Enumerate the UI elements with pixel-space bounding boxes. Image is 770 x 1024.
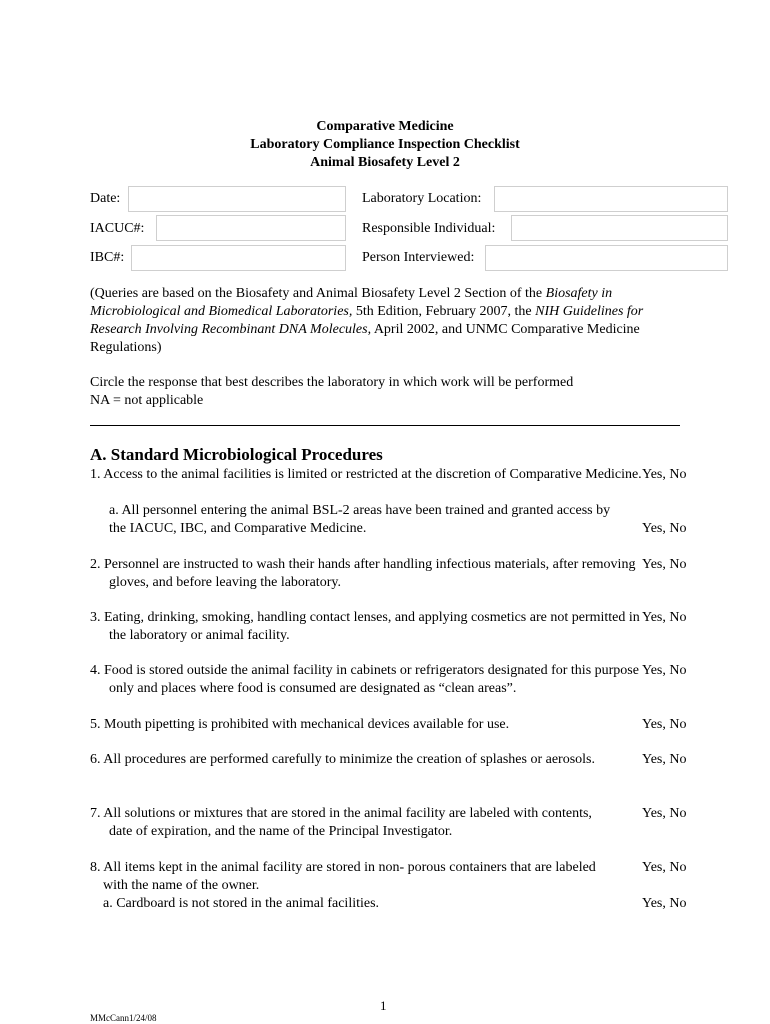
question-5: 5. Mouth pipetting is prohibited with mechanical devices available for use. — [90, 717, 510, 732]
divider — [90, 425, 680, 426]
date-label: Date: — [90, 191, 121, 206]
laboratory-location-field[interactable] — [494, 186, 728, 212]
date-field[interactable] — [128, 186, 346, 212]
laboratory-location-label: Laboratory Location: — [362, 191, 482, 206]
ibc-label: IBC#: — [90, 250, 125, 265]
question-2: 2. Personnel are instructed to wash their hands after handling infectious materials, after removing gloves, and before leaving the laboratory. — [90, 557, 636, 590]
document-code: MMcCann1/24/08 — [90, 1013, 157, 1023]
answer-1[interactable]: Yes, No — [642, 467, 687, 482]
answer-7[interactable]: Yes, No — [642, 806, 687, 821]
question-1: 1. Access to the animal facilities is limited or restricted at the discretion of Comparative Medicine. — [90, 467, 642, 482]
question-6: 6. All procedures are performed carefully to minimize the creation of splashes or aerosols. — [90, 752, 595, 767]
responsible-individual-field[interactable] — [511, 215, 728, 241]
intro-paragraph: (Queries are based on the Biosafety and Animal Biosafety Level 2 Section of the Biosafety in Microbiological and Biomedical Laboratories, 5th Edition, February 2007, the NIH Guidelines for Research Involving Recombinant DNA Molecules, April 2002, and UNMC Comparative Medicine Regulations) — [90, 286, 644, 355]
ibc-field[interactable] — [131, 245, 346, 271]
answer-2[interactable]: Yes, No — [642, 557, 687, 572]
section-a-title: A. Standard Microbiological Procedures — [90, 445, 383, 464]
instructions-line-2: NA = not applicable — [90, 393, 204, 408]
person-interviewed-label: Person Interviewed: — [362, 250, 475, 265]
instructions — [90, 374, 690, 410]
question-1a: a. All personnel entering the animal BSL-2 areas have been trained and granted access by the IACUC, IBC, and Comparative Medicine. — [109, 503, 611, 536]
person-interviewed-field[interactable] — [485, 245, 728, 271]
title-line-2: Laboratory Compliance Inspection Checklist — [250, 137, 520, 152]
answer-5[interactable]: Yes, No — [642, 717, 687, 732]
answer-3[interactable]: Yes, No — [642, 610, 687, 625]
answer-8a[interactable]: Yes, No — [642, 896, 687, 911]
title-line-3: Animal Biosafety Level 2 — [310, 155, 460, 170]
title-line-1: Comparative Medicine — [316, 119, 454, 134]
question-8: 8. All items kept in the animal facility are stored in non- porous containers that are labeled with the name of the owner. — [90, 860, 596, 893]
question-7: 7. All solutions or mixtures that are stored in the animal facility are labeled with contents, date of expiration, and the name of the Principal Investigator. — [90, 806, 592, 839]
iacuc-field[interactable] — [156, 215, 346, 241]
answer-8[interactable]: Yes, No — [642, 860, 687, 875]
instructions-line-1: Circle the response that best describes the laboratory in which work will be performed — [90, 375, 574, 390]
page-number: 1 — [380, 998, 387, 1013]
answer-4[interactable]: Yes, No — [642, 663, 687, 678]
iacuc-label: IACUC#: — [90, 221, 145, 236]
answer-1a[interactable]: Yes, No — [642, 521, 687, 536]
question-3: 3. Eating, drinking, smoking, handling contact lenses, and applying cosmetics are not permitted in the laboratory or animal facility. — [90, 610, 640, 643]
question-8a: a. Cardboard is not stored in the animal facilities. — [103, 896, 380, 911]
answer-6[interactable]: Yes, No — [642, 752, 687, 767]
responsible-individual-label: Responsible Individual: — [362, 221, 496, 236]
question-4: 4. Food is stored outside the animal facility in cabinets or refrigerators designated for this purpose only and places where food is consumed are designated as “clean areas”. — [90, 663, 639, 696]
